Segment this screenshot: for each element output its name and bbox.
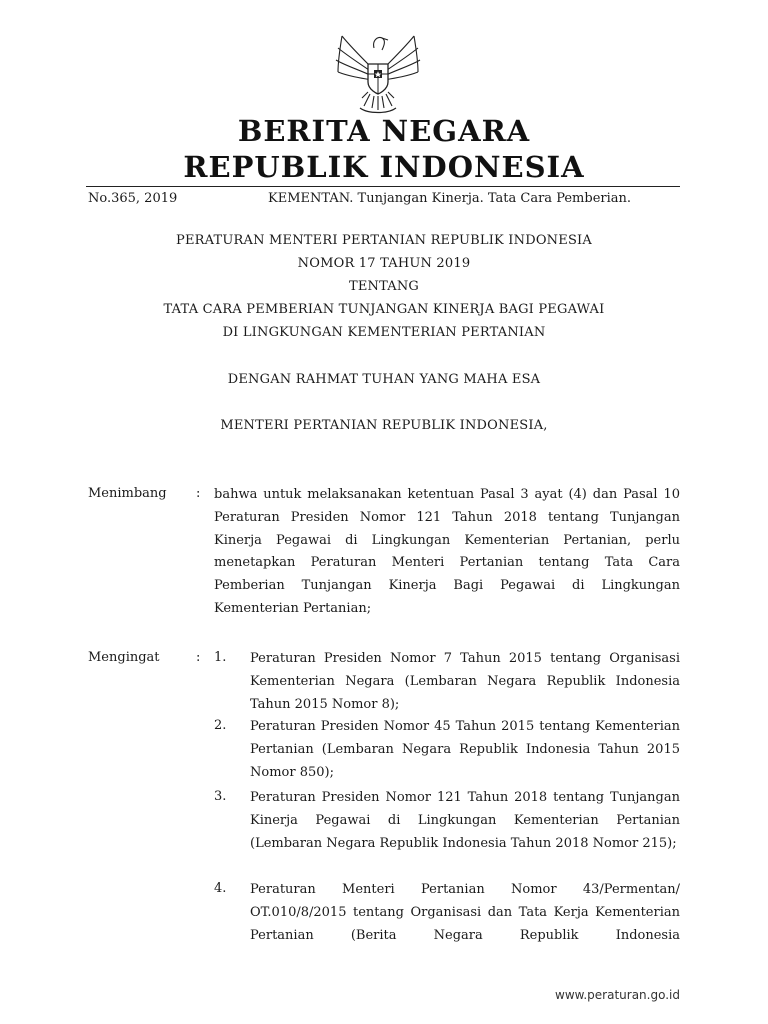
regulation-subject-line1: TATA CARA PEMBERIAN TUNJANGAN KINERJA BAGI PEGAWAI [163,302,605,317]
list-item-text: Peraturan Presiden Nomor 121 Tahun 2018 tentang Tunjangan Kinerja Pegawai di Lingkungan Kementerian Pertanian (Lembaran Negara Republik Indonesia Tahun 2018 Nomor 215); [250,790,680,851]
issue-number: No.365, 2019 [88,191,178,206]
mengingat-colon: : [196,650,201,665]
list-item-text: Peraturan Menteri Pertanian Nomor 43/Permentan/ OT.010/8/2015 tentang Organisasi dan Tata Kerja Kementerian Pertanian (Berita Negara Republik Indonesia [250,882,680,943]
menimbang-text: bahwa untuk melaksanakan ketentuan Pasal 3 ayat (4) dan Pasal 10 Peraturan Presiden Nomor 121 Tahun 2018 tentang Tunjangan Kinerja Pegawai di Lingkungan Kementerian Pertanian, perlu menetapkan Peraturan Menteri Pertanian tentang Tata Cara Pemberian Tunjangan Kinerja Bagi Pegawai di Lingkungan Kementerian Pertanian; [214,487,680,616]
regulation-subject-line2: DI LINGKUNGAN KEMENTERIAN PERTANIAN [222,325,546,340]
regulation-title: PERATURAN MENTERI PERTANIAN REPUBLIK INDONESIA [176,233,592,248]
menimbang-colon: : [196,486,201,501]
mengingat-label: Mengingat [88,650,160,665]
list-item-text: Peraturan Presiden Nomor 45 Tahun 2015 tentang Kementerian Pertanian (Lembaran Negara Republik Indonesia Tahun 2015 Nomor 850); [250,719,680,780]
list-item-number: 2. [214,718,227,733]
list-item-number: 3. [214,789,227,804]
header-divider [86,186,680,187]
masthead-title-line2: REPUBLIK INDONESIA [183,150,585,184]
minister-heading: MENTERI PERTANIAN REPUBLIK INDONESIA, [220,418,548,433]
list-item-number: 1. [214,650,227,665]
footer-website-link[interactable]: www.peraturan.go.id [555,988,680,1002]
invocation: DENGAN RAHMAT TUHAN YANG MAHA ESA [227,372,541,387]
garuda-emblem-icon [332,28,424,116]
regulation-about: TENTANG [348,279,420,294]
menimbang-label: Menimbang [88,486,167,501]
list-item-text: Peraturan Presiden Nomor 7 Tahun 2015 tentang Organisasi Kementerian Negara (Lembaran Negara Republik Indonesia Tahun 2015 Nomor 8); [250,651,680,712]
regulation-number: NOMOR 17 TAHUN 2019 [297,256,471,271]
list-item-number: 4. [214,881,227,896]
issue-topic: KEMENTAN. Tunjangan Kinerja. Tata Cara Pemberian. [268,191,632,206]
masthead-title-line1: BERITA NEGARA [237,114,531,148]
